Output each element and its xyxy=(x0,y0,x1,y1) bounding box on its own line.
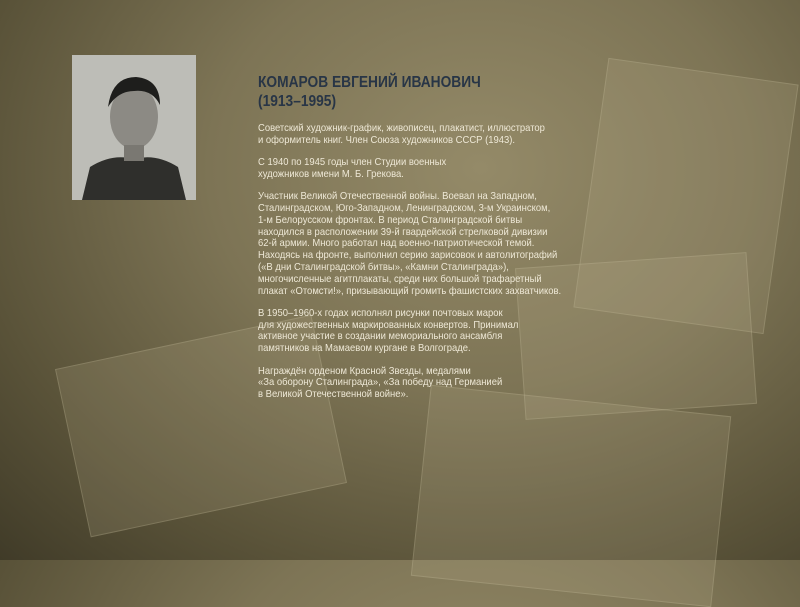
text-line: плакат «Отомсти!», призывающий громить фашистских захватчиков. xyxy=(258,284,562,297)
text-line: и оформитель книг. Член Союза художников СССР (1943). xyxy=(258,133,516,146)
paragraph xyxy=(258,191,561,297)
text-line: В 1950–1960-х годах исполнял рисунки почтовых марок xyxy=(258,306,503,319)
paragraph xyxy=(258,123,561,147)
text-line: 1-м Белорусском фронтах. В период Сталинградской битвы xyxy=(258,213,523,226)
text-line: для художественных маркированных конвертов. Принимал xyxy=(258,318,519,331)
life-years: (1913–1995) xyxy=(258,93,337,110)
page-title xyxy=(258,73,481,111)
text-line: Сталинградском, Юго-Западном, Ленинградском, 3-м Украинском, xyxy=(258,201,551,214)
portrait-photo xyxy=(72,55,196,200)
text-line: Участник Великой Отечественной войны. Воевал на Западном, xyxy=(258,190,537,203)
paragraph xyxy=(258,157,561,181)
text-line: Советский художник-график, живописец, плакатист, иллюстратор xyxy=(258,122,545,134)
text-line: многочисленные агитплакаты, среди них большой трафаретный xyxy=(258,272,542,285)
background-sketch xyxy=(411,385,731,607)
text-line: С 1940 по 1945 годы член Студии военных xyxy=(258,156,447,169)
text-line: Находясь на фронте, выполнил серию зарисовок и автолитографий xyxy=(258,249,558,262)
text-line: памятников на Мамаевом кургане в Волгограде. xyxy=(258,342,471,355)
text-line: «За оборону Сталинграда», «За победу над Германией xyxy=(258,376,503,389)
text-line: 62-й армии. Много работал над военно-патриотической темой. xyxy=(258,237,535,250)
text-line: («В дни Сталинградской битвы», «Камни Сталинграда»), xyxy=(258,260,509,273)
paragraph xyxy=(258,308,561,355)
text-line: активное участие в создании мемориального ансамбля xyxy=(258,330,503,343)
paragraph xyxy=(258,366,561,401)
text-line: Награждён орденом Красной Звезды, медалями xyxy=(258,364,471,377)
text-line: в Великой Отечественной войне». xyxy=(258,388,409,401)
person-name: КОМАРОВ ЕВГЕНИЙ ИВАНОВИЧ xyxy=(258,74,481,91)
text-line: художников имени М. Б. Грекова. xyxy=(258,167,404,180)
biography-text xyxy=(258,123,561,411)
text-line: находился в расположении 39-й гвардейской стрелковой дивизии xyxy=(258,225,548,238)
